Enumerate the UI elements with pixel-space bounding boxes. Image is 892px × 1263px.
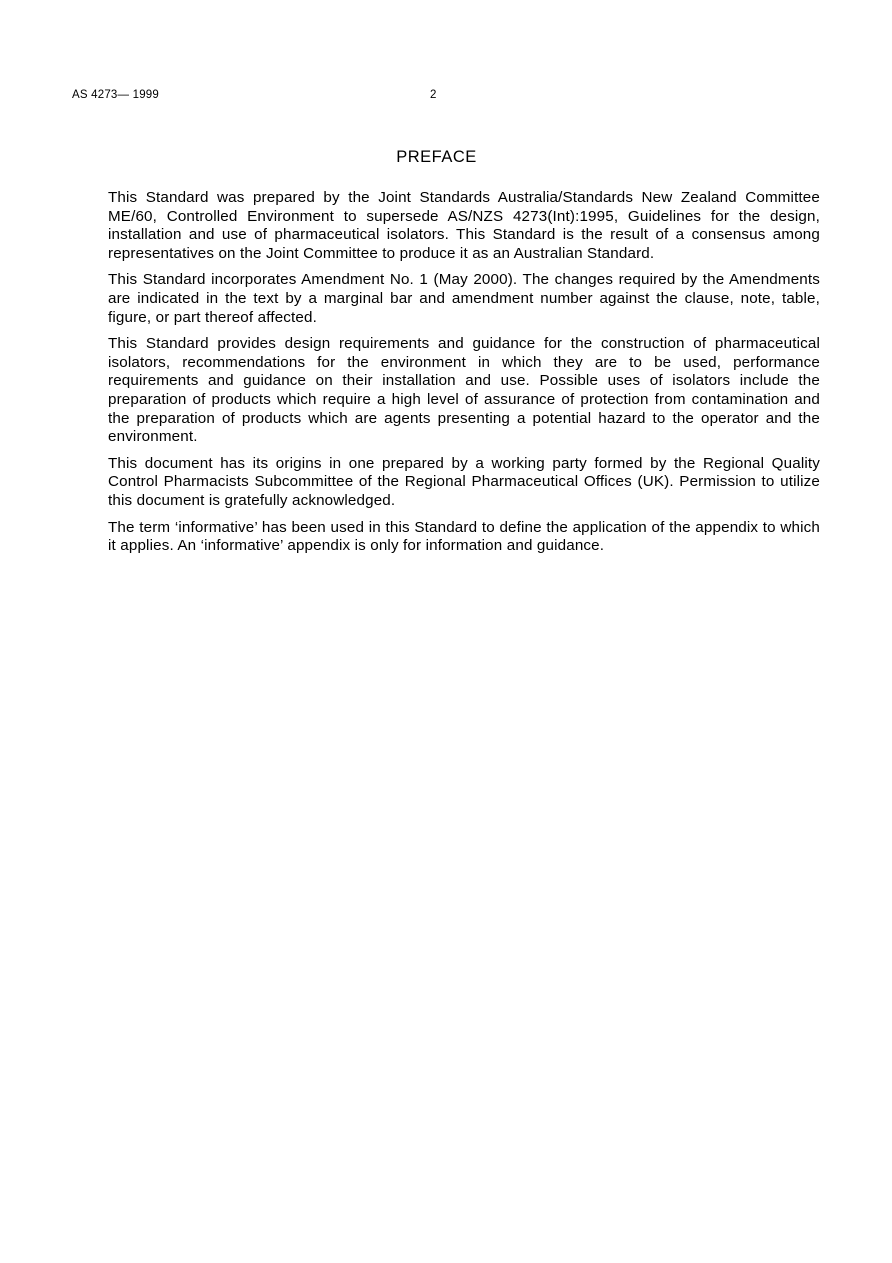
running-header [72, 89, 820, 105]
page-number: 2 [430, 89, 437, 101]
document-id: AS 4273— 1999 [72, 89, 159, 101]
preface-paragraph-4: This document has its origins in one prepared by a working party formed by the Regional Quality Control Pharmacists Subcommittee of the Regional Pharmaceutical Offices (UK). Permission to utilize this document is gratefully acknowledged. [108, 454, 820, 509]
preface-paragraph-5: The term ‘informative’ has been used in this Standard to define the application of the appendix to which it applies. An ‘informative’ appendix is only for information and guidance. [108, 518, 820, 555]
preface-paragraph-2: This Standard incorporates Amendment No. 1 (May 2000). The changes required by the Amendments are indicated in the text by a marginal bar and amendment number against the clause, note, table, figure, or part thereof affected. [108, 271, 820, 326]
preface-body [108, 189, 820, 564]
preface-paragraph-1: This Standard was prepared by the Joint Standards Australia/Standards New Zealand Committee ME/60, Controlled Environment to supersede AS/NZS 4273(Int):1995, Guidelines for the design, installation and use of pharmaceutical isolators. This Standard is the result of a consensus among representatives on the Joint Committee to produce it as an Australian Standard. [108, 189, 820, 262]
preface-paragraph-3: This Standard provides design requirements and guidance for the construction of pharmaceutical isolators, recommendations for the environment in which they are to be used, performance requirements and guidance on their installation and use. Possible uses of isolators include the preparation of products which require a high level of assurance of protection from contamination and the preparation of products which are agents presenting a potential hazard to the operator and the environment. [108, 335, 820, 446]
section-title: PREFACE [396, 148, 477, 166]
